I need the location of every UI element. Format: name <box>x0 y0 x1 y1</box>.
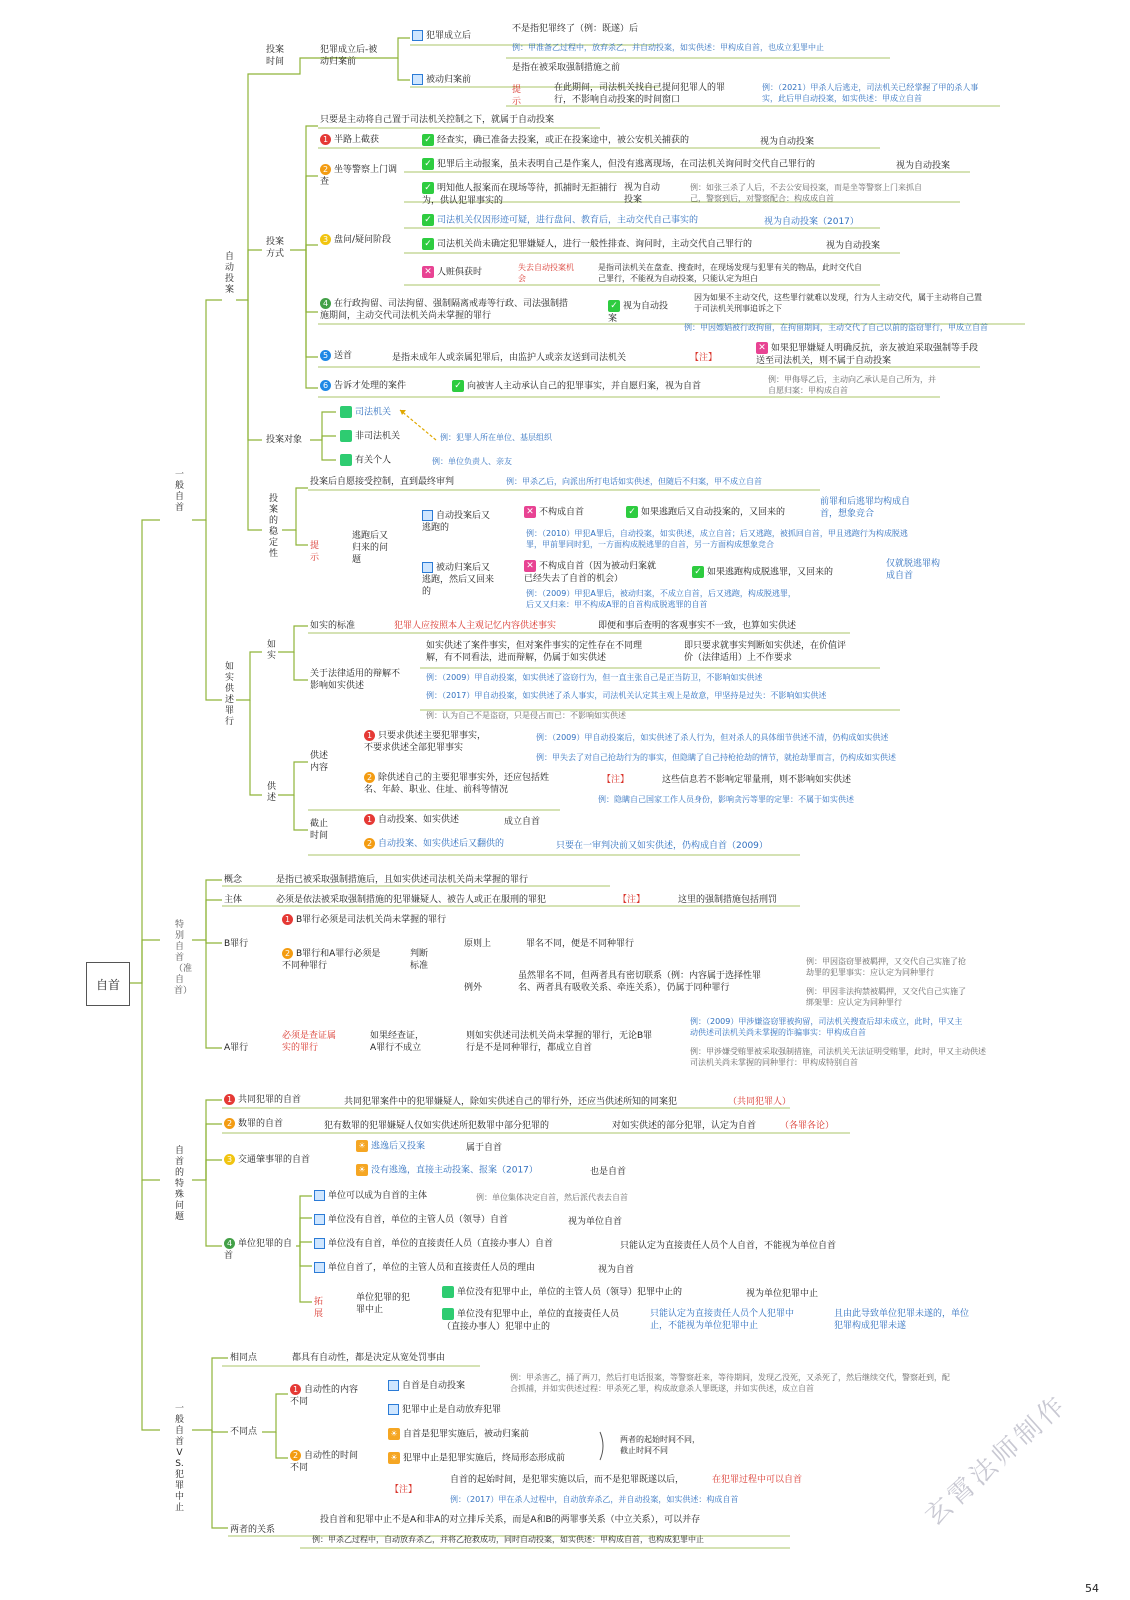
method-1-desc: ✓ 经查实，确已准备去投案，或正在投案途中，被公安机关捕获的 <box>422 134 689 147</box>
method-3-caught: ✕ 人赃俱获时 <box>422 266 482 279</box>
unit-tip: 拓展 <box>314 1297 324 1319</box>
vs-d2: 2 自动性的时间不同 <box>290 1451 359 1473</box>
special-subject-note: 【注】 <box>618 895 646 905</box>
issue-1: 1 共同犯罪的自首 <box>224 1094 301 1106</box>
issue-3-b-result: 也是自首 <box>590 1167 627 1177</box>
law-ex1: 例：（2009）甲自动投案，如实供述了盗窃行为，但一直主张自己是正当防卫，不影响如实供述 <box>426 673 763 682</box>
vs-same: 都具有自动性，都是决定从宽处罚事由 <box>292 1353 446 1363</box>
method-3-desc1: ✓ 司法机关仅因形迹可疑，进行盘问、教育后，主动交代自己事实的 <box>422 214 698 227</box>
method-5: 5 送首 <box>320 350 352 362</box>
vs-d2-b: ☀ 犯罪中止是犯罪实施后，终局形态形成前 <box>388 1452 565 1465</box>
content-label: 供述内容 <box>310 751 329 773</box>
unit-4-result: 视为自首 <box>598 1265 635 1275</box>
unit-3-result: 只能认定为直接责任人员个人自首，不能视为单位自首 <box>620 1241 837 1251</box>
stability-a-yes: ✓ 如果逃跑后又自动投案的，又回来的 <box>626 506 785 519</box>
special-b1: 1 B罪行必须是司法机关尚未掌握的罪行 <box>282 914 446 926</box>
stability-rule: 投案后自愿接受控制，直到最终审判 <box>310 477 455 487</box>
stability-tip: 提示 <box>310 541 320 563</box>
tip-text: 在此期间，司法机关找自己提问犯罪人的罪行，不影响自动投案的时间窗口 <box>554 83 726 105</box>
truthful-standard-tail: 即便和事后查明的客观事实不一致，也算如实供述 <box>598 621 797 631</box>
content-2-note: 【注】 <box>602 775 630 785</box>
truthful-standard: 犯罪人应按照本人主观记忆内容供述事实 <box>394 621 557 631</box>
method-3-caught-desc: 是指司法机关在盘查、搜查时，在现场发现与犯罪有关的物品，此时交代自己罪行，不能视为自动投案，只能认定为坦白 <box>598 263 862 283</box>
stability-b-result: 仅就脱逃罪构成自首 <box>886 559 941 581</box>
truthful-standard-label: 如实的标准 <box>310 621 356 631</box>
method-4-result: ✓ 视为自动投案 <box>608 301 669 324</box>
surrender-general-rule: 只要是主动将自己置于司法机关控制之下，就属于自动投案 <box>320 115 555 125</box>
before-passive-note: 是指在被采取强制措施之前 <box>512 63 621 73</box>
content-1-ex1: 例：（2009）甲自动投案后，如实供述了杀人行为，但对杀人的具体细节供述不清，仍构成如实供述 <box>536 733 889 742</box>
before-passive-node: 被动归案前 <box>412 74 471 86</box>
vs-d2-brace: 两者的起始时间不同，截止时间不同 <box>620 1435 700 1455</box>
method-2: 2 坐等警察上门调查 <box>320 165 398 187</box>
method-6: 6 告诉才处理的案件 <box>320 380 406 392</box>
vs-diff-label: 不同点 <box>230 1427 258 1437</box>
tip-label: 提示 <box>512 85 522 107</box>
special-concept: 是指已被采取强制措施后，且如实供述司法机关尚未掌握的罪行 <box>276 875 529 885</box>
law-application-label: 关于法律适用的辩解不影响如实供述 <box>310 669 401 691</box>
auto-surrender-label: 自动投案 <box>224 252 234 295</box>
stability-b-yes: ✓ 如果逃跑构成脱逃罪，又回来的 <box>692 566 833 579</box>
unit-t2: 单位没有犯罪中止，单位的直接责任人员（直接办事人）犯罪中止的 <box>442 1309 620 1332</box>
special-a-ex2: 例：甲涉嫌受贿罪被采取强制措施，司法机关无法证明受贿罪，此时，甲又主动供述司法机关尚未掌握的同种罪行：甲构成特别自首 <box>690 1047 986 1067</box>
stability-b-label: 被动归案后又逃跑，然后又回来的 <box>422 563 495 597</box>
method-3-result1: 视为自动投案（2017） <box>764 217 859 227</box>
special-principle: 罪名不同，便是不同种罪行 <box>526 939 635 949</box>
stability-b-ex: 例：（2009）甲犯A罪后，被动归案，不成立自首，后又逃跑，构成脱逃罪，后又又归来：甲不构成A罪的自首构成脱逃罪的自首 <box>526 589 796 609</box>
after-crime-note: 不是指犯罪终了（例：既遂）后 <box>512 24 639 34</box>
vs-d1-a: 自首是自动投案 <box>388 1380 465 1392</box>
vs-rel-label: 两者的关系 <box>230 1525 276 1535</box>
special-a-then: 则如实供述司法机关尚未掌握的罪行，无论B罪行是不是同种罪行，都成立自首 <box>466 1031 653 1053</box>
method-2-result1: 视为自动投案 <box>896 161 951 171</box>
law-ex2: 例：（2017）甲自动投案，如实供述了杀人事实，司法机关认定其主观上是故意，甲坚持是过失：不影响如实供述 <box>426 691 827 700</box>
surrender-time-label: 投案时间 <box>266 45 285 67</box>
page-number: 54 <box>1085 1582 1099 1595</box>
target-ex1: 例：犯罪人所在单位、基层组织 <box>440 433 552 442</box>
unit-t1-result: 视为单位犯罪中止 <box>746 1289 819 1299</box>
unit-1: 单位可以成为自首的主体 <box>314 1190 427 1202</box>
target-individual: 有关个人 <box>340 454 391 467</box>
method-4-note: 因为如果不主动交代，这些罪行就难以发现，行为人主动交代，属于主动将自己置于司法机关刑事追诉之下 <box>694 293 982 313</box>
law-desc2: 即只要求就事实判断如实供述，在价值评价（法律适用）上不作要求 <box>684 641 847 663</box>
stability-rule-ex: 例：甲杀乙后，向派出所打电话如实供述，但随后不归案，甲不成立自首 <box>506 477 762 486</box>
stability-tip-label: 逃跑后又归来的问题 <box>352 531 389 565</box>
special-exception-ex1: 例：甲因盗窃罪被羁押，又交代自己实施了抢劫罪的犯罪事实：应认定为同种罪行 <box>806 957 966 977</box>
deadline-2: 2 自动投案、如实供述后又翻供的 <box>364 838 504 850</box>
issue-3-b: ☀ 没有逃逸，直接主动投案、报案（2017） <box>356 1164 538 1177</box>
issue-3-a: ☀ 逃逸后又投案 <box>356 1140 425 1153</box>
stability-a-result: 前罪和后逃罪均构成自首，想象竞合 <box>820 497 911 519</box>
method-2-result2: 视为自动投案 <box>624 183 661 205</box>
unit-4: 单位自首了，单位的主管人员和直接责任人员的理由 <box>314 1262 535 1274</box>
surrender-method-label: 投案方式 <box>266 237 285 259</box>
special-exception-label: 例外 <box>464 983 483 993</box>
method-2-desc1: ✓ 犯罪后主动报案，虽未表明自己是作案人，但没有逃离现场，在司法机关询问时交代自己罪行的 <box>422 158 815 171</box>
method-4: 4 在行政拘留、司法拘留、强制隔离戒毒等行政、司法强制措施期间，主动交代司法机关尚未掌握的罪行 <box>320 299 569 321</box>
special-subject: 必须是依法被采取强制措施的犯罪嫌疑人、被告人或正在服刑的罪犯 <box>276 895 547 905</box>
stability-a-ex: 例：（2010）甲犯A罪后，自动投案，如实供述，成立自首；后又逃跑，被抓回自首，甲且逃跑行为构成脱逃罪，甲前罪同时犯，一方面构成脱逃罪的自首，另一方面构成想象竞合 <box>526 529 908 549</box>
section-general-label: 一般自首 <box>174 470 184 513</box>
unit-2: 单位没有自首，单位的主管人员（领导）自首 <box>314 1214 508 1226</box>
truthful-confession-label: 如实供述罪行 <box>224 662 234 727</box>
law-ex3: 例：认为自己不是盗窃，只是侵占而已：不影响如实供述 <box>426 711 626 720</box>
issue-1-tail: （共同犯罪人） <box>728 1097 792 1107</box>
special-concept-label: 概念 <box>224 875 243 885</box>
method-6-desc: ✓ 向被害人主动承认自己的犯罪事实，并自愿归案，视为自首 <box>452 380 701 393</box>
special-principle-label: 原则上 <box>464 939 492 949</box>
method-6-example: 例：甲侮辱乙后，主动向乙承认是自己所为，并自愿归案：甲构成自首 <box>768 375 936 395</box>
special-a-req: 必须是查证属实的罪行 <box>282 1031 337 1053</box>
unit-t1: 单位没有犯罪中止，单位的主管人员（领导）犯罪中止的 <box>442 1286 682 1299</box>
method-3-result2: 视为自动投案 <box>826 241 881 251</box>
deadline-label: 截止时间 <box>310 819 329 841</box>
content-1: 1 只要求供述主要犯罪事实，不要求供述全部犯罪事实 <box>364 731 487 753</box>
deadline-1: 1 自动投案、如实供述 <box>364 814 459 826</box>
method-2-desc2: ✓ 明知他人报案而在现场等待，抓捕时无拒捕行为，供认犯罪事实的 <box>422 183 618 206</box>
method-3-desc2: ✓ 司法机关尚未确定犯罪嫌疑人，进行一般性排查、询问时，主动交代自己罪行的 <box>422 238 752 251</box>
vs-d2-a: ☀ 自首是犯罪实施后，被动归案前 <box>388 1428 529 1441</box>
special-b2: 2 B罪行和A罪行必须是不同种罪行 <box>282 949 381 971</box>
method-1: 1 半路上截获 <box>320 134 379 146</box>
issue-4: 4 单位犯罪的自首 <box>224 1239 293 1261</box>
section-special-label: 特别自首（准自首） <box>174 920 193 996</box>
after-crime-node: 犯罪成立后 <box>412 30 471 42</box>
vs-d2-note-red: 在犯罪过程中可以自首 <box>712 1475 803 1485</box>
confession-label: 供述 <box>266 782 276 803</box>
special-exception-ex2: 例：甲因非法拘禁被羁押，又交代自己实施了绑架罪：应认定为同种罪行 <box>806 987 966 1007</box>
vs-same-label: 相同点 <box>230 1353 258 1363</box>
special-judge: 判断标准 <box>410 949 429 971</box>
vs-rel-ex: 例：甲杀乙过程中，自动放弃杀乙，并将乙抢救成功，同时自动投案，如实供述：甲构成自首，也构成犯罪中止 <box>312 1535 704 1544</box>
root-node: 自首 <box>86 962 130 1006</box>
issue-3-a-result: 属于自首 <box>466 1143 503 1153</box>
method-1-result: 视为自动投案 <box>760 137 815 147</box>
issue-2-desc: 犯有数罪的犯罪嫌疑人仅如实供述所犯数罪中部分犯罪的 <box>324 1121 550 1131</box>
issue-2-result: 对如实供述的部分犯罪，认定为自首 <box>612 1121 757 1131</box>
unit-t2-result: 只能认定为直接责任人员个人犯罪中止，不能视为单位犯罪中止 <box>650 1309 795 1331</box>
stability-a-no: ✕ 不构成自首 <box>524 506 584 519</box>
method-5-note: 【注】 <box>690 353 718 363</box>
watermark: 玄霄法师制作 <box>919 1388 1074 1532</box>
method-3: 3 盘问/疑问阶段 <box>320 234 400 246</box>
special-a-if: 如果经查证，A罪行不成立 <box>370 1031 425 1053</box>
vs-rel: 投自首和犯罪中止不是A和非A的对立排斥关系，而是A和B的两罪事关系（中立关系），可以并存 <box>320 1515 701 1525</box>
after-crime-example: 例：甲准备乙过程中，放弃杀乙，并自动投案，如实供述：甲构成自首，也成立犯罪中止 <box>512 43 824 52</box>
unit-t2-tail: 且由此导致单位犯罪未遂的，单位犯罪构成犯罪未遂 <box>834 1309 970 1331</box>
unit-3: 单位没有自首，单位的直接责任人员（直接办事人）自首 <box>314 1238 553 1250</box>
special-a-ex1: 例：（2009）甲涉嫌盗窃罪被拘留，司法机关搜查后却未成立，此时，甲又主动供述司法机关尚未掌握的诈骗事实：甲构成自首 <box>690 1017 963 1037</box>
deadline-1-result: 成立自首 <box>504 817 541 827</box>
method-5-desc: 是指未成年人或亲属犯罪后，由监护人或亲友送到司法机关 <box>392 353 627 363</box>
special-subject-note-desc: 这里的强制措施包括刑罚 <box>678 895 778 905</box>
vs-d2-note-ex: 例：（2017）甲在杀人过程中，自动放弃杀乙，并自动投案，如实供述：构成自首 <box>450 1495 739 1504</box>
issue-2: 2 数罪的自首 <box>224 1118 283 1130</box>
vs-d1-b: 犯罪中止是自动放弃犯罪 <box>388 1404 501 1416</box>
content-2-ex: 例：隐瞒自己国家工作人员身份，影响贪污等罪的定罪：不属于如实供述 <box>598 795 854 804</box>
target-judicial: 司法机关 <box>340 406 391 419</box>
issue-1-desc: 共同犯罪案件中的犯罪嫌疑人，除如实供述自己的罪行外，还应当供述所知的同案犯 <box>344 1097 678 1107</box>
stability-b-no: ✕ 不构成自首（因为被动归案就已经失去了自首的机会） <box>524 561 657 584</box>
special-exception: 虽然罪名不同，但两者具有密切联系（例：内容属于选择性罪名、两者具有吸收关系、牵连关系），仍属于同种罪行 <box>518 971 762 993</box>
special-a-label: A罪行 <box>224 1043 249 1053</box>
special-subject-label: 主体 <box>224 895 243 905</box>
special-b-label: B罪行 <box>224 939 249 949</box>
vs-d1-ex: 例：甲杀害乙，捅了两刀，然后打电话报案，等警察赶来，等待期间，发现乙没死，又杀死了，然后继续交代，警察赶到，配合抓捕，并如实供述过程：甲杀死乙罪，构成故意杀人罪既遂，并如实供述，成立自首 <box>510 1373 950 1393</box>
section-vs-label: 一般自首VS.犯罪中止 <box>174 1404 184 1513</box>
stability-label: 投案的稳定性 <box>268 494 278 559</box>
method-3-caught-result: 失去自动投案机会 <box>518 263 574 283</box>
unit-tip-label: 单位犯罪的犯罪中止 <box>356 1293 411 1315</box>
tip-example: 例：（2021）甲杀人后逃走，司法机关已经掌握了甲的杀人事实，此后甲自动投案，如实供述：甲成立自首 <box>762 83 979 103</box>
vs-d1: 1 自动性的内容不同 <box>290 1385 359 1407</box>
method-4-example: 例：甲因嫖娼被行政拘留，在拘留期间，主动交代了自己以前的盗窃罪行，甲成立自首 <box>684 323 988 332</box>
unit-2-result: 视为单位自首 <box>568 1217 623 1227</box>
issue-3: 3 交通肇事罪的自首 <box>224 1154 310 1166</box>
content-2-note-desc: 这些信息若不影响定罪量刑，则不影响如实供述 <box>662 775 852 785</box>
section-special-issues-label: 自首的特殊问题 <box>174 1146 184 1222</box>
content-1-ex2: 例：甲失去了对自己抢劫行为的事实，但隐瞒了自己持枪抢劫的情节，就抢劫罪而言，仍构成如实供述 <box>536 753 896 762</box>
issue-2-tail: （各罪各论） <box>780 1121 835 1131</box>
vs-d2-note-label: 【注】 <box>390 1485 418 1495</box>
target-non-judicial: 非司法机关 <box>340 430 400 443</box>
truthful-label: 如实 <box>266 640 276 661</box>
method-2-example: 例：如张三杀了人后，不去公安局投案，而是坐等警察上门来抓自己，警察到后，对警察配合：构成成自首 <box>690 183 922 203</box>
target-ex2: 例：单位负责人、亲友 <box>432 457 512 466</box>
vs-d2-note: 自首的起始时间，是犯罪实施以后，而不是犯罪既遂以后， <box>450 1475 685 1485</box>
law-desc1: 如实供述了案件事实，但对案件事实的定性存在不同理解，有不同看法，进而辩解，仍属于如实供述 <box>426 641 643 663</box>
unit-1-ex: 例：单位集体决定自首，然后派代表去自首 <box>476 1193 628 1202</box>
method-5-note-desc: ✕ 如果犯罪嫌疑人明确反抗，亲友被迫采取强制等手段送至司法机关，则不属于自动投案 <box>756 343 979 366</box>
stability-a-label: 自动投案后又逃跑的 <box>422 511 491 533</box>
surrender-target-label: 投案对象 <box>266 435 303 445</box>
content-2: 2 除供述自己的主要犯罪事实外，还应包括姓名、年龄、职业、住址、前科等情况 <box>364 773 550 795</box>
deadline-2-result: 只要在一审判决前又如实供述，仍构成自首（2009） <box>556 841 768 851</box>
surrender-time-range: 犯罪成立后-被动归案前 <box>320 45 378 67</box>
